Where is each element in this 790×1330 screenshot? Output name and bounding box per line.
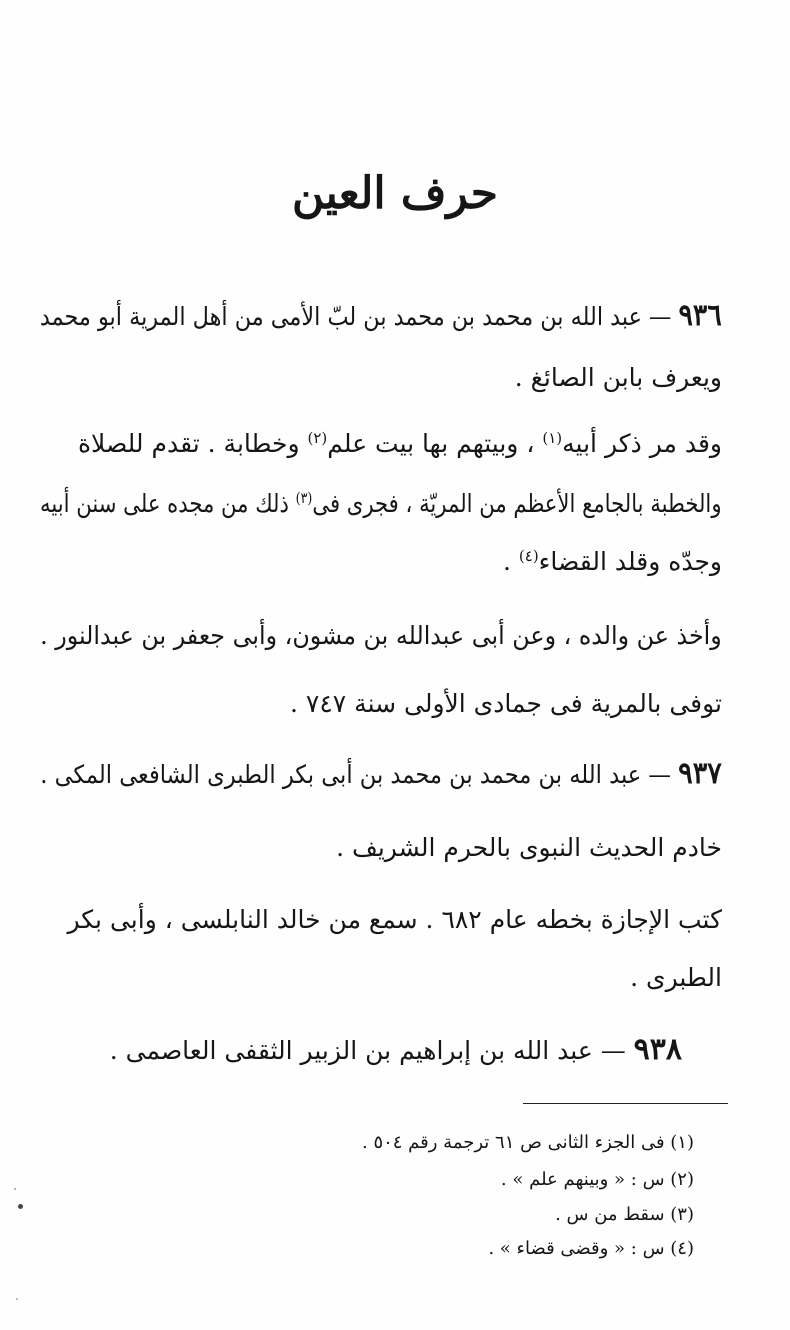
footnote-4: (٤) س : « وقضى قضاء » . — [488, 1238, 694, 1259]
text-run: وقد مر ذكر أبيه — [562, 429, 722, 458]
footnote-2: (٢) س : « وبينهم علم » . — [500, 1169, 694, 1190]
entry-936-line-2: ويعرف بابن الصائغ . — [514, 363, 722, 392]
entry-937-line-1 — [40, 756, 722, 793]
text-run: ذلك من مجده على سنن أبيه — [40, 489, 297, 518]
footnote-ref: (٢) — [307, 429, 328, 447]
entry-937-line-4: الطبرى . — [630, 963, 722, 992]
section-heading: حرف العين — [291, 168, 499, 219]
footnote-ref: (٣) — [296, 489, 313, 507]
footnote-3: (٣) سقط من س . — [555, 1204, 694, 1225]
entry-number: ٩٣٨ — [633, 1032, 682, 1067]
footnote-1: (١) فى الجزء الثانى ص ٦١ ترجمة رقم ٥٠٤ . — [361, 1132, 694, 1153]
footnote-ref: (٤) — [518, 547, 539, 565]
entry-number: ٩٣٧ — [678, 756, 722, 791]
entry-936-para-line-2 — [41, 486, 722, 522]
entry-text: — عبد الله بن إبراهيم بن الزبير الثقفى العاصمى . — [109, 1036, 626, 1065]
text-run: وجدّه وقلد القضاء — [538, 547, 722, 576]
entry-938-line-1 — [110, 1032, 682, 1069]
entry-936-death: توفى بالمرية فى جمادى الأولى سنة ٧٤٧ . — [290, 689, 722, 718]
text-run: ، وبيتهم بها بيت علم — [327, 429, 543, 458]
footnote-separator — [523, 1103, 728, 1104]
entry-936-teachers: وأخذ عن والده ، وعن أبى عبدالله بن مشون، وأبى جعفر بن عبدالنور . — [40, 621, 722, 650]
scan-speck — [16, 1298, 18, 1300]
entry-text: — عبد الله بن محمد بن محمد بن أبى بكر الطبرى الشافعى المكى . — [40, 760, 672, 789]
entry-number: ٩٣٦ — [678, 298, 722, 333]
entry-text: — عبد الله بن محمد بن محمد بن لبّ الأمى من أهل المرية أبو محمد — [40, 302, 672, 331]
entry-936-line-1 — [40, 298, 722, 335]
text-run: . — [502, 547, 519, 576]
text-run: والخطبة بالجامع الأعظم من المريّة ، فجرى فى — [312, 489, 722, 518]
scan-speck — [18, 1204, 23, 1209]
entry-936-para-line-3 — [503, 544, 722, 580]
entry-937-line-2: خادم الحديث النبوى بالحرم الشريف . — [336, 833, 722, 862]
entry-937-line-3: كتب الإجازة بخطه عام ٦٨٢ . سمع من خالد النابلسى ، وأبى بكر — [67, 905, 722, 934]
entry-936-para-line-1 — [78, 426, 722, 462]
text-run: وخطابة . تقدم للصلاة — [77, 429, 308, 458]
footnote-ref: (١) — [542, 429, 563, 447]
scan-speck — [14, 1188, 16, 1190]
